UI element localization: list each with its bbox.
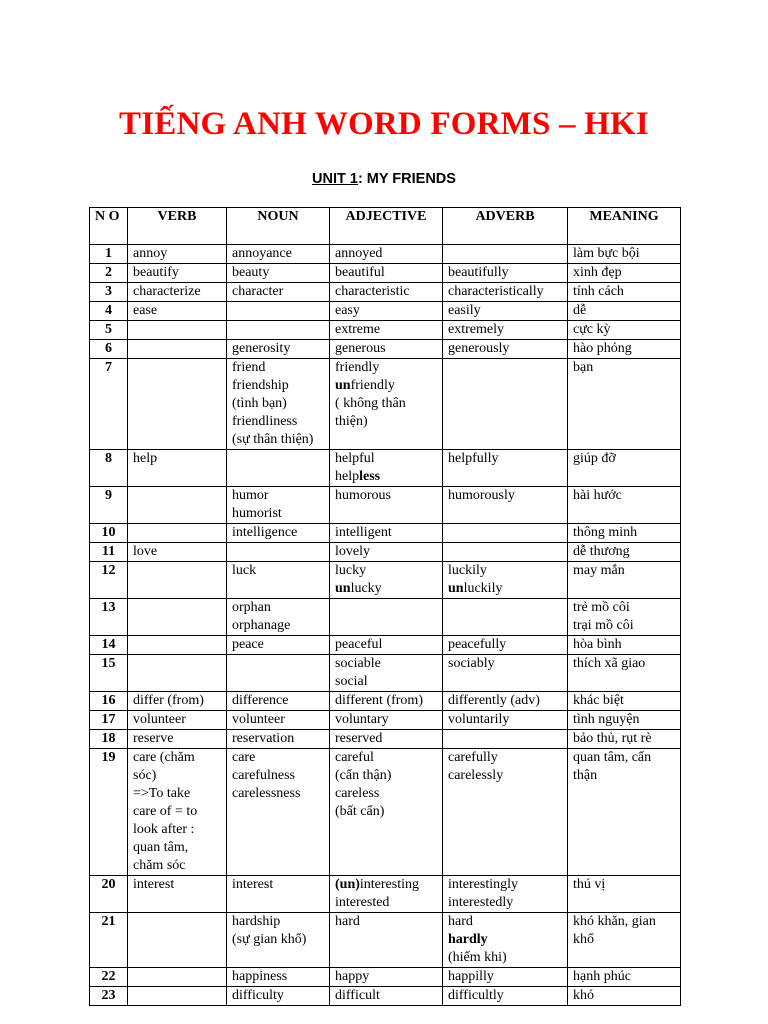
adjective-cell: annoyed [330, 245, 443, 264]
cell-line: orphan [232, 600, 271, 615]
row-number: 13 [90, 599, 128, 636]
verb-cell: volunteer [128, 711, 227, 730]
row-number: 7 [90, 359, 128, 450]
cell-line: thận [573, 768, 598, 783]
cell-line: chăm sóc [133, 858, 186, 873]
header-adverb: ADVERB [443, 208, 568, 245]
adverb-cell [443, 913, 568, 968]
meaning-cell: bảo thủ, rụt rè [568, 730, 681, 749]
cell-line: =>To take [133, 786, 191, 801]
header-row [90, 208, 681, 245]
adverb-cell: peacefully [443, 636, 568, 655]
adverb-cell [443, 749, 568, 876]
cell-line: friend [232, 360, 266, 375]
noun-cell: interest [227, 876, 330, 913]
row-number: 6 [90, 340, 128, 359]
adverb-cell [443, 562, 568, 599]
verb-cell [128, 749, 227, 876]
adverb-cell: sociably [443, 655, 568, 692]
cell-line: helpless [335, 469, 381, 484]
verb-cell: annoy [128, 245, 227, 264]
meaning-cell: cực kỳ [568, 321, 681, 340]
row-number: 22 [90, 968, 128, 987]
noun-cell [227, 655, 330, 692]
verb-cell [128, 340, 227, 359]
adverb-cell: difficultly [443, 987, 568, 1006]
adverb-cell: differently (adv) [443, 692, 568, 711]
row-number: 23 [90, 987, 128, 1006]
table-row [90, 730, 681, 749]
adjective-cell: generous [330, 340, 443, 359]
adverb-cell [443, 730, 568, 749]
adjective-cell [330, 749, 443, 876]
cell-line: friendship [232, 378, 289, 393]
meaning-cell: làm bực bội [568, 245, 681, 264]
cell-line: (sự gian khổ) [232, 932, 307, 947]
meaning-cell: khó [568, 987, 681, 1006]
row-number: 17 [90, 711, 128, 730]
table-row [90, 655, 681, 692]
cell-line: (hiếm khi) [448, 950, 507, 965]
noun-cell [227, 749, 330, 876]
cell-line: care of = to [133, 804, 198, 819]
cell-line: orphanage [232, 618, 291, 633]
meaning-cell: giúp đỡ [568, 450, 681, 487]
adjective-cell: different (from) [330, 692, 443, 711]
verb-cell: beautify [128, 264, 227, 283]
row-number: 14 [90, 636, 128, 655]
cell-line: quan tâm, cẩn [573, 750, 652, 765]
table-row [90, 562, 681, 599]
table-row [90, 302, 681, 321]
row-number: 2 [90, 264, 128, 283]
adverb-cell [443, 524, 568, 543]
row-number: 10 [90, 524, 128, 543]
cell-line: unlucky [335, 581, 382, 596]
verb-cell [128, 524, 227, 543]
adjective-cell: characteristic [330, 283, 443, 302]
adjective-cell: easy [330, 302, 443, 321]
adjective-cell [330, 359, 443, 450]
adverb-cell: extremely [443, 321, 568, 340]
verb-cell [128, 968, 227, 987]
adverb-cell [443, 359, 568, 450]
verb-cell [128, 359, 227, 450]
noun-cell: beauty [227, 264, 330, 283]
adjective-cell [330, 876, 443, 913]
verb-cell: ease [128, 302, 227, 321]
cell-line: carelessly [448, 768, 504, 783]
cell-line: unfriendly [335, 378, 395, 393]
row-number: 8 [90, 450, 128, 487]
cell-line: luckily [448, 563, 487, 578]
noun-cell: annoyance [227, 245, 330, 264]
cell-line: interested [335, 895, 390, 910]
cell-line: unluckily [448, 581, 503, 596]
table-row [90, 340, 681, 359]
noun-cell: intelligence [227, 524, 330, 543]
cell-line: hardly [448, 932, 488, 947]
adjective-cell: difficult [330, 987, 443, 1006]
cell-line: interestedly [448, 895, 514, 910]
verb-cell: characterize [128, 283, 227, 302]
table-row [90, 692, 681, 711]
cell-line: sociable [335, 656, 381, 671]
adjective-cell: beautiful [330, 264, 443, 283]
noun-cell: difficulty [227, 987, 330, 1006]
noun-cell [227, 302, 330, 321]
meaning-cell: hạnh phúc [568, 968, 681, 987]
cell-line: (cẩn thận) [335, 768, 392, 783]
adverb-cell: humorously [443, 487, 568, 524]
adjective-cell: lovely [330, 543, 443, 562]
row-number: 9 [90, 487, 128, 524]
adverb-cell: voluntarily [443, 711, 568, 730]
verb-cell [128, 987, 227, 1006]
cell-line: carefully [448, 750, 498, 765]
cell-line: careless [335, 786, 380, 801]
table-row [90, 283, 681, 302]
adjective-cell [330, 599, 443, 636]
table-row [90, 450, 681, 487]
verb-cell [128, 599, 227, 636]
verb-cell [128, 321, 227, 340]
row-number: 21 [90, 913, 128, 968]
cell-line: quan tâm, [133, 840, 189, 855]
verb-cell: reserve [128, 730, 227, 749]
cell-line: trẻ mồ côi [573, 600, 630, 615]
row-number: 16 [90, 692, 128, 711]
cell-line: (bất cẩn) [335, 804, 385, 819]
cell-line: (tình bạn) [232, 396, 287, 411]
cell-line: care (chăm [133, 750, 195, 765]
cell-line: friendly [335, 360, 380, 375]
cell-line: carelessness [232, 786, 301, 801]
cell-line: look after : [133, 822, 195, 837]
meaning-cell: hài hước [568, 487, 681, 524]
cell-line: khổ [573, 932, 594, 947]
cell-line: ( không thân [335, 396, 406, 411]
adverb-cell: generously [443, 340, 568, 359]
adjective-cell: voluntary [330, 711, 443, 730]
unit-name: : MY FRIENDS [357, 171, 456, 187]
noun-cell: generosity [227, 340, 330, 359]
verb-cell [128, 655, 227, 692]
noun-cell [227, 359, 330, 450]
noun-cell [227, 450, 330, 487]
table-row [90, 264, 681, 283]
noun-cell [227, 543, 330, 562]
cell-line: lucky [335, 563, 367, 578]
verb-cell [128, 562, 227, 599]
header-noun: NOUN [227, 208, 330, 245]
meaning-cell: thú vị [568, 876, 681, 913]
row-number: 3 [90, 283, 128, 302]
adjective-cell [330, 655, 443, 692]
row-number: 15 [90, 655, 128, 692]
header-no: N O [90, 208, 128, 245]
meaning-cell: xinh đẹp [568, 264, 681, 283]
cell-line: hardship [232, 914, 281, 929]
adjective-cell: extreme [330, 321, 443, 340]
header-adjective: ADJECTIVE [330, 208, 443, 245]
row-number: 19 [90, 749, 128, 876]
noun-cell: luck [227, 562, 330, 599]
adverb-cell: helpfully [443, 450, 568, 487]
row-number: 4 [90, 302, 128, 321]
meaning-cell: dễ thương [568, 543, 681, 562]
meaning-cell: thông minh [568, 524, 681, 543]
table-row [90, 524, 681, 543]
verb-cell [128, 913, 227, 968]
meaning-cell: khác biệt [568, 692, 681, 711]
cell-line: humor [232, 488, 269, 503]
adjective-cell: hard [330, 913, 443, 968]
table-row [90, 599, 681, 636]
cell-line: helpful [335, 451, 375, 466]
noun-cell: difference [227, 692, 330, 711]
table-row [90, 543, 681, 562]
adverb-cell [443, 245, 568, 264]
adjective-cell [330, 562, 443, 599]
adverb-cell: easily [443, 302, 568, 321]
table-row [90, 968, 681, 987]
noun-cell [227, 487, 330, 524]
header-meaning: MEANING [568, 208, 681, 245]
row-number: 11 [90, 543, 128, 562]
cell-line: social [335, 674, 368, 689]
cell-line: trại mồ côi [573, 618, 634, 633]
table-row [90, 487, 681, 524]
cell-line: hard [448, 914, 473, 929]
adverb-cell: happilly [443, 968, 568, 987]
meaning-cell: bạn [568, 359, 681, 450]
meaning-cell: tính cách [568, 283, 681, 302]
adverb-cell: characteristically [443, 283, 568, 302]
verb-cell: differ (from) [128, 692, 227, 711]
meaning-cell: thích xã giao [568, 655, 681, 692]
table-row [90, 913, 681, 968]
cell-line: (sự thân thiện) [232, 432, 314, 447]
table-row [90, 711, 681, 730]
row-number: 5 [90, 321, 128, 340]
cell-line: friendliness [232, 414, 298, 429]
table-row [90, 876, 681, 913]
table-row [90, 987, 681, 1006]
table-row [90, 636, 681, 655]
verb-cell: love [128, 543, 227, 562]
adverb-cell: beautifully [443, 264, 568, 283]
table-row [90, 245, 681, 264]
noun-cell [227, 913, 330, 968]
table-row [90, 749, 681, 876]
verb-cell: help [128, 450, 227, 487]
meaning-cell [568, 749, 681, 876]
meaning-cell: tình nguyện [568, 711, 681, 730]
noun-cell: volunteer [227, 711, 330, 730]
page-title: TIẾNG ANH WORD FORMS – HKI [119, 106, 649, 142]
noun-cell: happiness [227, 968, 330, 987]
noun-cell [227, 321, 330, 340]
noun-cell: character [227, 283, 330, 302]
unit-label: UNIT 1 [312, 171, 358, 187]
table-row [90, 359, 681, 450]
verb-cell [128, 636, 227, 655]
unit-heading [0, 171, 768, 187]
cell-line: care [232, 750, 256, 765]
table-body [90, 245, 681, 1006]
cell-line: carefulness [232, 768, 295, 783]
cell-line: interestingly [448, 877, 518, 892]
verb-cell [128, 487, 227, 524]
row-number: 1 [90, 245, 128, 264]
row-number: 12 [90, 562, 128, 599]
adverb-cell [443, 543, 568, 562]
adverb-cell [443, 876, 568, 913]
meaning-cell: hòa bình [568, 636, 681, 655]
header-verb: VERB [128, 208, 227, 245]
cell-line: (un)interesting [335, 877, 420, 892]
row-number: 20 [90, 876, 128, 913]
row-number: 18 [90, 730, 128, 749]
noun-cell [227, 599, 330, 636]
meaning-cell [568, 913, 681, 968]
word-forms-table [89, 207, 681, 1006]
table-row [90, 321, 681, 340]
adjective-cell: happy [330, 968, 443, 987]
cell-line: careful [335, 750, 374, 765]
meaning-cell [568, 599, 681, 636]
cell-line: khó khăn, gian [573, 914, 656, 929]
noun-cell: peace [227, 636, 330, 655]
cell-line: humorist [232, 506, 282, 521]
meaning-cell: may mắn [568, 562, 681, 599]
cell-line: thiện) [335, 414, 368, 429]
adjective-cell: humorous [330, 487, 443, 524]
meaning-cell: dễ [568, 302, 681, 321]
adverb-cell [443, 599, 568, 636]
cell-line: sóc) [133, 768, 157, 783]
noun-cell: reservation [227, 730, 330, 749]
adjective-cell: intelligent [330, 524, 443, 543]
adjective-cell: reserved [330, 730, 443, 749]
meaning-cell: hào phóng [568, 340, 681, 359]
verb-cell: interest [128, 876, 227, 913]
adjective-cell [330, 450, 443, 487]
adjective-cell: peaceful [330, 636, 443, 655]
